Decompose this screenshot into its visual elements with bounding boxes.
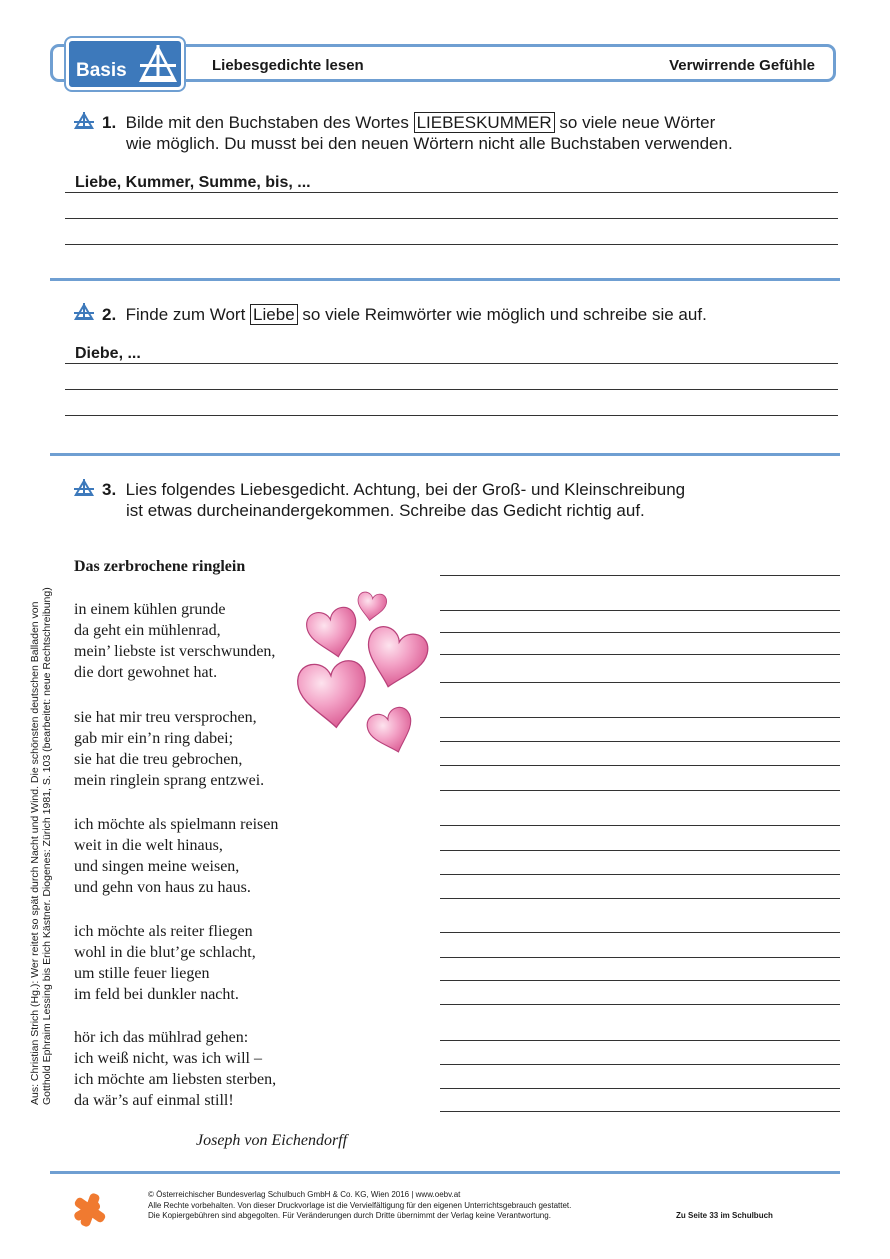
poem-answer-line[interactable] — [440, 682, 840, 683]
task2-answer-line[interactable] — [65, 389, 838, 390]
poem-answer-line[interactable] — [440, 765, 840, 766]
section-divider — [50, 453, 840, 456]
poem-stanza-4: ich möchte als reiter fliegen wohl in die blut’ge schlacht, um stille feuer liegen im feld bei dunkler nacht. — [74, 923, 256, 1003]
footer-divider — [50, 1171, 840, 1174]
task1-example: Liebe, Kummer, Summe, bis, ... — [75, 174, 311, 191]
poem-stanza-5: hör ich das mühlrad gehen: ich weiß nicht, was ich will – ich möchte am liebsten sterben, da wär’s auf einmal still! — [74, 1029, 277, 1109]
footer-line-1: © Österreichischer Bundesverlag Schulbuch GmbH & Co. KG, Wien 2016 | www.oebv.at — [148, 1190, 461, 1199]
publisher-logo-icon — [70, 1190, 110, 1230]
task1-answer-line[interactable] — [65, 244, 838, 245]
task2-instruction — [102, 304, 707, 325]
poem-stanza-1: in einem kühlen grunde da geht ein mühlenrad, mein’ liebste ist verschwunden, die dort gewohnet hat. — [74, 601, 276, 681]
section-divider — [50, 278, 840, 281]
task3-instruction-line2: ist etwas durcheinandergekommen. Schreibe das Gedicht richtig auf. — [126, 501, 645, 520]
pyramid-icon — [136, 42, 180, 86]
task2-number: 2. — [102, 305, 117, 324]
poem-author: Joseph von Eichendorff — [196, 1132, 348, 1149]
poem-title: Das zerbrochene ringlein — [74, 558, 246, 575]
poem-answer-line[interactable] — [440, 1088, 840, 1089]
task1-answer-line[interactable] — [65, 192, 838, 193]
task2-keyword: Liebe — [250, 304, 298, 325]
poem-answer-line[interactable] — [440, 632, 840, 633]
task1-keyword: LIEBESKUMMER — [414, 112, 555, 133]
task1-number: 1. — [102, 113, 117, 132]
hearts-illustration — [295, 585, 430, 760]
heart-icon — [296, 659, 370, 731]
poem-answer-line[interactable] — [440, 1004, 840, 1005]
task3-number: 3. — [102, 480, 117, 499]
footer-line-2: Alle Rechte vorbehalten. Von dieser Druckvorlage ist die Vervielfältigung für den eigenen Unterrichtsgebrauch gestattet. — [148, 1200, 572, 1210]
poem-answer-line[interactable] — [440, 1111, 840, 1112]
poem-answer-line[interactable] — [440, 980, 840, 981]
heart-icon — [359, 624, 430, 694]
poem-answer-line[interactable] — [440, 957, 840, 958]
poem-answer-line[interactable] — [440, 741, 840, 742]
poem-answer-line[interactable] — [440, 932, 840, 933]
poem-answer-line[interactable] — [440, 575, 840, 576]
poem-answer-line[interactable] — [440, 717, 840, 718]
task1-answer-line[interactable] — [65, 218, 838, 219]
heart-icon — [355, 591, 387, 622]
task2-answer-line[interactable] — [65, 363, 838, 364]
task2-text-after: so viele Reimwörter wie möglich und schreibe sie auf. — [302, 305, 707, 324]
poem-answer-line[interactable] — [440, 874, 840, 875]
task3-level-icon — [74, 479, 94, 496]
task1-level-icon — [74, 112, 94, 129]
task1-text-after: so viele neue Wörter — [559, 113, 716, 132]
poem-stanza-2: sie hat mir treu versprochen, gab mir ein’n ring dabei; sie hat die treu gebrochen, mein ringlein sprang entzwei. — [74, 709, 265, 789]
heart-icon — [304, 605, 362, 662]
task2-answer-line[interactable] — [65, 415, 838, 416]
task1-text-before: Bilde mit den Buchstaben des Wortes — [125, 113, 409, 132]
poem-answer-line[interactable] — [440, 850, 840, 851]
level-badge-label: Basis — [76, 60, 127, 81]
poem-answer-line[interactable] — [440, 654, 840, 655]
task3-instruction — [102, 479, 685, 500]
poem-answer-line[interactable] — [440, 898, 840, 899]
worksheet-topic: Verwirrende Gefühle — [669, 57, 815, 74]
source-line-2: Gotthold Ephraim Lessing bis Erich Kästner. Diogenes: Zürich 1981, S. 103 (bearbeitet: neue Rechtschreibung) — [41, 587, 53, 1105]
poem-answer-line[interactable] — [440, 1064, 840, 1065]
copyright-notice — [148, 1190, 571, 1222]
worksheet-title: Liebesgedichte lesen — [212, 57, 364, 74]
poem-answer-line[interactable] — [440, 790, 840, 791]
task2-example: Diebe, ... — [75, 345, 141, 362]
poem-stanza-3: ich möchte als spielmann reisen weit in die welt hinaus, und singen meine weisen, und gehn von haus zu haus. — [74, 816, 279, 896]
task1-instruction-line2: wie möglich. Du musst bei den neuen Wörtern nicht alle Buchstaben verwenden. — [126, 134, 733, 153]
poem-answer-line[interactable] — [440, 610, 840, 611]
task3-text-line1: Lies folgendes Liebesgedicht. Achtung, bei der Groß- und Kleinschreibung — [125, 480, 686, 499]
heart-icon — [364, 705, 419, 759]
textbook-reference: Zu Seite 33 im Schulbuch — [676, 1211, 773, 1220]
task2-text-before: Finde zum Wort — [125, 305, 246, 324]
task2-level-icon — [74, 303, 94, 320]
poem-answer-line[interactable] — [440, 1040, 840, 1041]
footer-line-3: Die Kopiergebühren sind abgegolten. Für Veränderungen durch Dritte übernimmt der Verlag keine Verantwortung. — [148, 1211, 551, 1220]
source-line-1: Aus: Christian Strich (Hg.): Wer reitet so spät durch Nacht und Wind. Die schönsten deutschen Balladen von — [29, 601, 41, 1105]
poem-answer-line[interactable] — [440, 825, 840, 826]
source-citation — [29, 585, 53, 1105]
task1-instruction — [102, 112, 715, 133]
